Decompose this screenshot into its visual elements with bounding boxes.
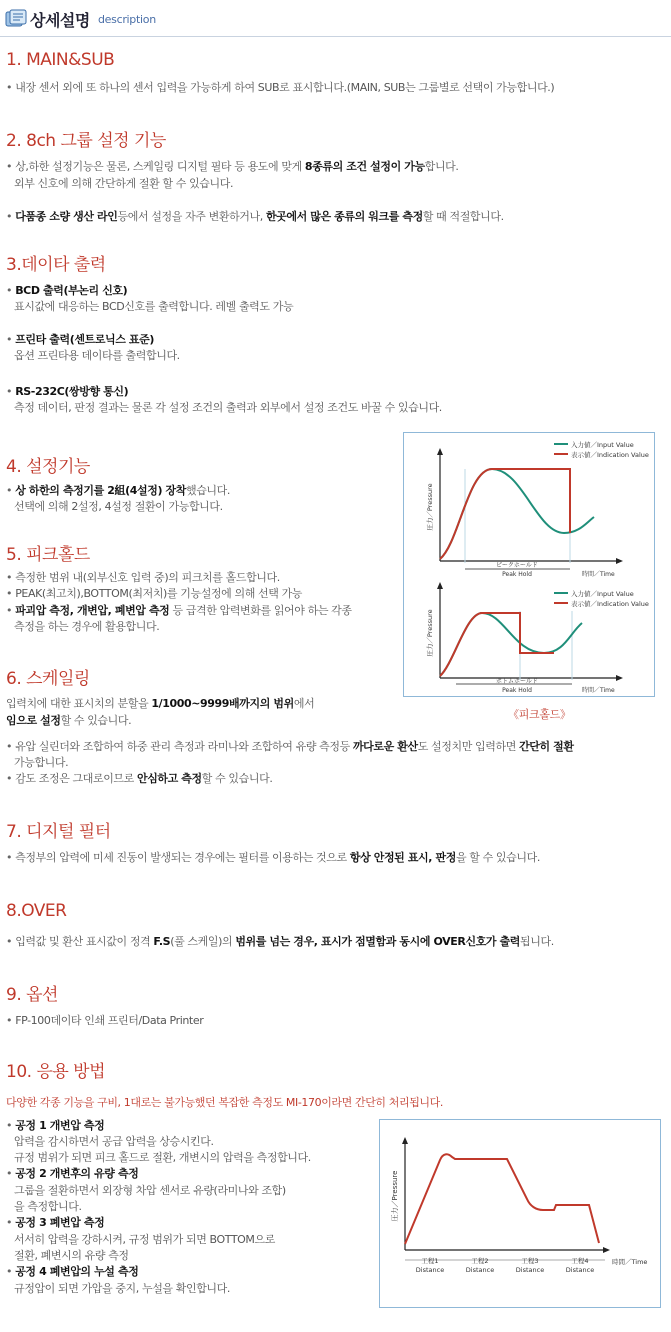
x-axis-arrow-icon	[616, 675, 623, 681]
section-title-digital-filter: 7. 디지털 필터	[6, 822, 111, 842]
section-text: • 파괴압 측정, 개변압, 폐변압 측정 등 급격한 압력변화를 읽어야 하는 각종	[6, 604, 352, 617]
x-axis-arrow-icon	[603, 1247, 610, 1253]
list-item-desc: 압력을 감시하면서 공급 압력을 상승시킨다.	[14, 1135, 214, 1148]
hold-label-en: Peak Hold	[502, 571, 532, 578]
description-icon	[4, 8, 28, 30]
legend-indication-label: 表示値／Indication Value	[571, 600, 649, 608]
section-text: 측정을 하는 경우에 활용합니다.	[14, 620, 160, 633]
section-text: • 유압 실린더와 조합하여 하중 관리 측정과 라미나와 조합하여 유량 측정등 까다로운 환산도 설정치만 입력하면 간단히 절환	[6, 740, 574, 753]
legend-input-label: 入力値／Input Value	[571, 590, 634, 598]
list-item-desc: 그룹을 절환하면서 외장형 차압 센서로 유량(라미나와 조합)	[14, 1184, 286, 1197]
pressure-curve	[405, 1154, 599, 1244]
list-item-desc: 규정 범위가 되면 피크 홀드로 절환, 개변시의 압력을 측정합니다.	[14, 1151, 311, 1164]
process-chart-svg	[380, 1120, 660, 1307]
list-item-desc: 을 측정합니다.	[14, 1200, 82, 1213]
section-title-application: 10. 응용 방법	[6, 1062, 106, 1082]
hold-label-en: Peak Hold	[502, 687, 532, 694]
section-title-scaling: 6. 스케일링	[6, 669, 90, 689]
section-text: 임으로 설정할 수 있습니다.	[6, 714, 132, 727]
x-axis-arrow-icon	[616, 558, 623, 564]
list-item-desc: 규정압이 되면 가압을 중지, 누설을 확인합니다.	[14, 1282, 230, 1295]
y-axis-label: 圧力／Pressure	[426, 609, 434, 657]
section-text: 가능합니다.	[14, 756, 69, 769]
list-item-desc: 절환, 폐변시의 유량 측정	[14, 1249, 129, 1262]
y-axis-arrow-icon	[437, 448, 443, 455]
step-label: 工程2	[471, 1257, 489, 1265]
peak-hold-chart-svg	[404, 433, 654, 696]
hold-label-jp: ボトムホールド	[496, 678, 538, 685]
section-text: • 내장 센서 외에 또 하나의 센서 입력을 가능하게 하여 SUB로 표시합니다.(MAIN, SUB는 그룹별로 선택이 가능합니다.)	[6, 81, 555, 94]
y-axis-label: 圧力／Pressure	[391, 1170, 399, 1222]
time-label: 時間／Time	[612, 1258, 648, 1266]
distance-label: Distance	[565, 1266, 595, 1274]
distance-label: Distance	[415, 1266, 445, 1274]
list-item-desc: 측정 데이터, 판정 결과는 물론 각 설정 조건의 출력과 외부에서 설정 조건도 바꿀 수 있습니다.	[14, 401, 442, 414]
section-title-data-output: 3.데이타 출력	[6, 255, 106, 275]
section-text: • 측정한 범위 내(외부신호 입력 중)의 피크치를 홀드합니다.	[6, 571, 280, 584]
list-item-desc: 서서히 압력을 강하시켜, 규정 범위가 되면 BOTTOM으로	[14, 1233, 275, 1246]
distance-label: Distance	[465, 1266, 495, 1274]
section-text: • 측정부의 압력에 미세 진동이 발생되는 경우에는 필터를 이용하는 것으로 항상 안정된 표시, 판정을 할 수 있습니다.	[6, 851, 540, 864]
section-text: • FP-100데이타 인쇄 프린터/Data Printer	[6, 1014, 204, 1027]
input-curve-bottom	[440, 613, 582, 676]
step-label: 工程4	[571, 1257, 589, 1265]
page-title: 상세설명	[30, 11, 90, 30]
section-text: 외부 신호에 의해 간단하게 절환 할 수 있습니다.	[14, 177, 234, 190]
list-item: • 공정 2 개변후의 유량 측정	[6, 1167, 139, 1180]
legend-input-label: 入力値／Input Value	[571, 441, 634, 449]
list-item: • 공정 4 폐변압의 누설 측정	[6, 1265, 139, 1278]
section-text: • PEAK(최고치),BOTTOM(최저치)를 기능설정에 의해 선택 가능	[6, 587, 303, 600]
list-item: • RS-232C(쌍방향 통신)	[6, 385, 129, 398]
section-text: • 다품종 소량 생산 라인등에서 설정을 자주 변환하거나, 한곳에서 많은 종류의 워크를 측정할 때 적절합니다.	[6, 210, 504, 223]
section-text: • 상 하한의 측정기를 2組(4설정) 장착했습니다.	[6, 484, 230, 497]
list-item: • 프린타 출력(센트로닉스 표준)	[6, 333, 155, 346]
list-item: • BCD 출력(부논리 신호)	[6, 284, 128, 297]
section-title-over: 8.OVER	[6, 901, 67, 921]
y-axis-arrow-icon	[402, 1137, 408, 1144]
page-header	[0, 0, 671, 40]
section-title-peak-hold: 5. 피크홀드	[6, 545, 90, 565]
y-axis-arrow-icon	[437, 582, 443, 589]
indication-curve-top	[440, 469, 570, 559]
section-text: • 입력값 및 환산 표시값이 정격 F.S(풀 스케일)의 범위를 넘는 경우, 표시가 점멸함과 동시에 OVER신호가 출력됩니다.	[6, 935, 554, 948]
step-label: 工程3	[521, 1257, 539, 1265]
peak-hold-chart	[403, 432, 655, 697]
hold-label-jp: ピークホールド	[496, 562, 538, 569]
application-intro: 다양한 각종 기능을 구비, 1대로는 불가능했던 복잡한 측정도 MI-170이라면 간단히 처리됩니다.	[6, 1096, 443, 1109]
section-title-option: 9. 옵션	[6, 985, 58, 1005]
list-item-desc: 표시값에 대응하는 BCD신호를 출력합니다. 레벨 출력도 가능	[14, 300, 294, 313]
section-text: • 감도 조정은 그대로이므로 안심하고 측정할 수 있습니다.	[6, 772, 273, 785]
section-text: 입력치에 대한 표시치의 분할을 1/1000~9999배까지의 범위에서	[6, 697, 315, 710]
section-title-main-sub: 1. MAIN&SUB	[6, 50, 115, 70]
section-title-group-setting: 2. 8ch 그룹 설정 기능	[6, 131, 166, 151]
distance-label: Distance	[515, 1266, 545, 1274]
time-label: 時間／Time	[582, 687, 615, 694]
indication-curve-bottom	[440, 613, 554, 676]
list-item: • 공정 3 폐변압 측정	[6, 1216, 105, 1229]
page-subtitle: description	[98, 13, 156, 26]
step-label: 工程1	[421, 1257, 439, 1265]
legend-indication-label: 表示値／Indication Value	[571, 451, 649, 459]
section-title-setting-function: 4. 설정기능	[6, 457, 90, 477]
list-item: • 공정 1 개변압 측정	[6, 1119, 105, 1132]
section-text: 선택에 의해 2설정, 4설정 절환이 가능합니다.	[14, 500, 223, 513]
list-item-desc: 옵션 프린타용 데이타를 출력합니다.	[14, 349, 180, 362]
header-divider	[0, 36, 671, 37]
time-label: 時間／Time	[582, 571, 615, 578]
y-axis-label: 圧力／Pressure	[426, 483, 434, 531]
process-chart	[379, 1119, 661, 1308]
section-text: • 상,하한 설정기능은 물론, 스케일링 디지털 필타 등 용도에 맞게 8종류의 조건 설정이 가능합니다.	[6, 160, 459, 173]
chart-caption: 《피크홀드》	[508, 708, 571, 721]
